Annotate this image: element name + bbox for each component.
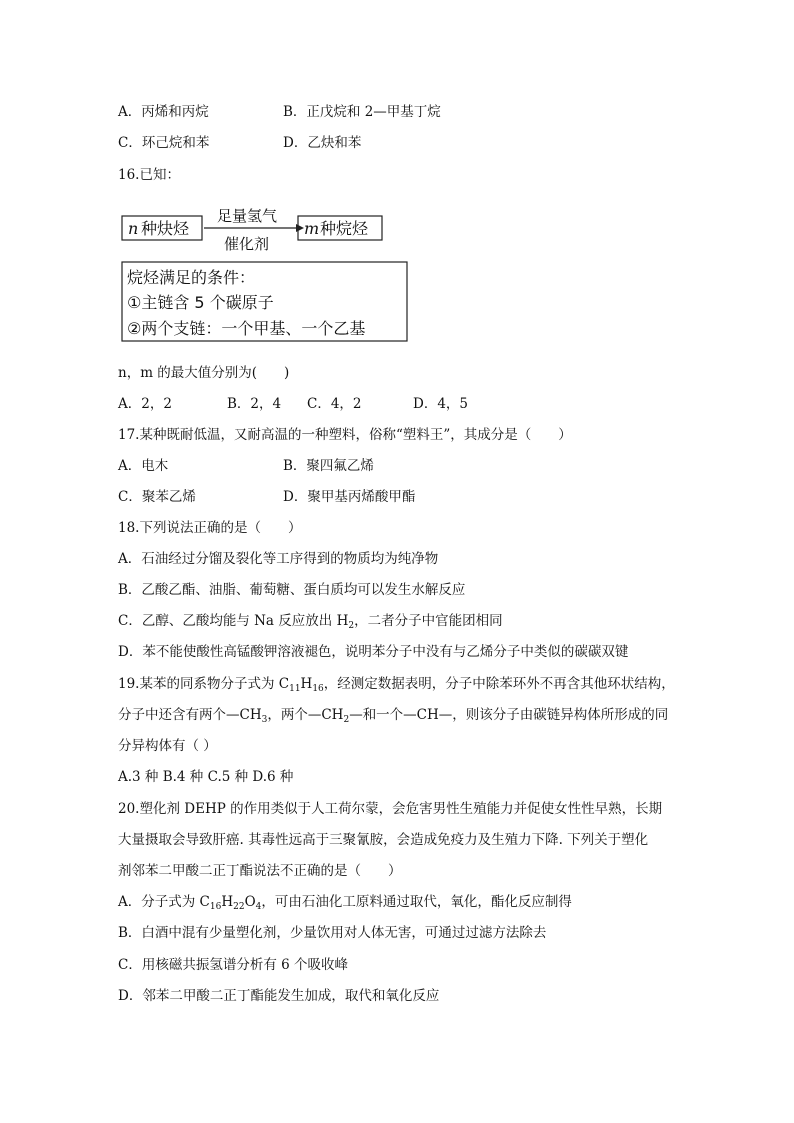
q20-a-text: A．分子式为 C [118, 894, 210, 910]
alkyne-label: 种炔烃 [141, 219, 190, 238]
q18-option-c-text: C．乙醇、乙酸均能与 Na 反应放出 H [118, 613, 349, 629]
q18-option-c [118, 612, 503, 635]
q18-stem: 18.下列说法正确的是（ ） [118, 520, 302, 536]
q17-option-c: C．聚苯乙烯 [118, 489, 196, 505]
h22-subscript: 22 [233, 902, 245, 912]
q18-option-b: B．乙酸乙酯、油脂、葡萄糖、蛋白质均可以发生水解反应 [118, 582, 466, 598]
c-subscript: 11 [289, 684, 301, 694]
q16-option-a: A．2，2 [118, 396, 172, 412]
arrow-reagent: 足量氢气 [217, 207, 278, 225]
q15-option-a: A．丙烯和丙烷 [118, 104, 209, 120]
alkane-count-var: m [304, 219, 320, 238]
q20-stem-line-3: 剂邻苯二甲酸二正丁酯说法不正确的是（ ） [118, 863, 402, 879]
h-subscript: 16 [312, 684, 324, 694]
q19-stem-line-2 [118, 706, 668, 729]
q20-stem-line-2: 大量摄取会导致肝癌. 其毒性远高于三聚氰胺，会造成免疫力及生殖力下降. 下列关于塑化 [118, 832, 649, 848]
q20-option-a [118, 893, 572, 916]
condition-2: ②两个支链：一个甲基、一个乙基 [127, 319, 366, 338]
q19-options: A.3 种 B.4 种 C.5 种 D.6 种 [118, 769, 294, 785]
q19-l2-text: 分子中还含有两个—CH [118, 707, 262, 723]
q20-a-tail: ，可由石油化工原料通过取代，氧化，酯化反应制得 [261, 894, 572, 910]
q17-option-a: A．电木 [118, 458, 169, 474]
q16-stem: 16.已知： [118, 167, 180, 183]
q20-a-o: O [244, 894, 256, 910]
q16-option-b: B．2，4 [227, 396, 282, 412]
q19-l1-h: H [300, 676, 313, 692]
q19-l2-mid: ，两个—CH [267, 707, 344, 723]
q19-l2-tail: —和一个—CH—，则该分子由碳链异构体所形成的同 [349, 707, 669, 723]
alkane-label: 种烷烃 [320, 219, 369, 238]
q20-option-d: D．邻苯二甲酸二正丁酯能发生加成，取代和氧化反应 [118, 988, 440, 1004]
q19-stem-line-3: 分异构体有（ ） [118, 738, 217, 754]
q18-option-a: A．石油经过分馏及裂化等工序得到的物质均为纯净物 [118, 551, 439, 567]
condition-1: ①主链含 5 个碳原子 [127, 293, 274, 312]
q16-option-d: D．4，5 [413, 396, 469, 412]
q20-option-b: B．白酒中混有少量塑化剂，少量饮用对人体无害，可通过过滤方法除去 [118, 925, 547, 941]
ch2-subscript: 2 [343, 715, 350, 725]
q20-stem-line-1: 20.塑化剂 DEHP 的作用类似于人工荷尔蒙，会危害男性生殖能力并促使女性性早熟，长期 [118, 801, 663, 817]
arrow-catalyst: 催化剂 [224, 235, 270, 253]
q15-option-b: B．正戊烷和 2—甲基丁烷 [283, 104, 441, 120]
q20-a-h: H [221, 894, 234, 910]
o4-subscript: 4 [255, 902, 262, 912]
q20-option-c: C．用核磁共振氢谱分析有 6 个吸收峰 [118, 957, 349, 973]
q17-option-d: D．聚甲基丙烯酸甲酯 [283, 489, 416, 505]
q19-l1-text: 19.某苯的同系物分子式为 C [118, 676, 290, 692]
q18-option-d: D．苯不能使酸性高锰酸钾溶液褪色，说明苯分子中没有与乙烯分子中类似的碳碳双键 [118, 644, 629, 660]
alkyne-hydrogenation-diagram [120, 205, 410, 345]
q15-option-c: C．环己烷和苯 [118, 135, 210, 151]
q18-option-c-tail: ，二者分子中官能团相同 [354, 613, 503, 629]
reaction-arrow-head [296, 224, 304, 232]
alkyne-count-var: n [128, 219, 139, 238]
q16-question: n，m 的最大值分别为( ) [118, 365, 290, 381]
ch3-subscript: 3 [261, 715, 268, 725]
q15-option-d: D．乙炔和苯 [283, 135, 362, 151]
q19-stem-line-1 [118, 675, 675, 698]
conditions-title: 烷烃满足的条件： [127, 268, 256, 287]
q19-l1-tail: ，经测定数据表明，分子中除苯环外不再含其他环状结构， [323, 676, 675, 692]
q17-option-b: B．聚四氟乙烯 [283, 458, 374, 474]
c16-subscript: 16 [209, 902, 222, 912]
q17-stem: 17.某种既耐低温，又耐高温的一种塑料，俗称“塑料王”，其成分是（ ） [118, 427, 572, 443]
q16-option-c: C．4，2 [307, 396, 362, 412]
h2-subscript: 2 [348, 621, 355, 631]
